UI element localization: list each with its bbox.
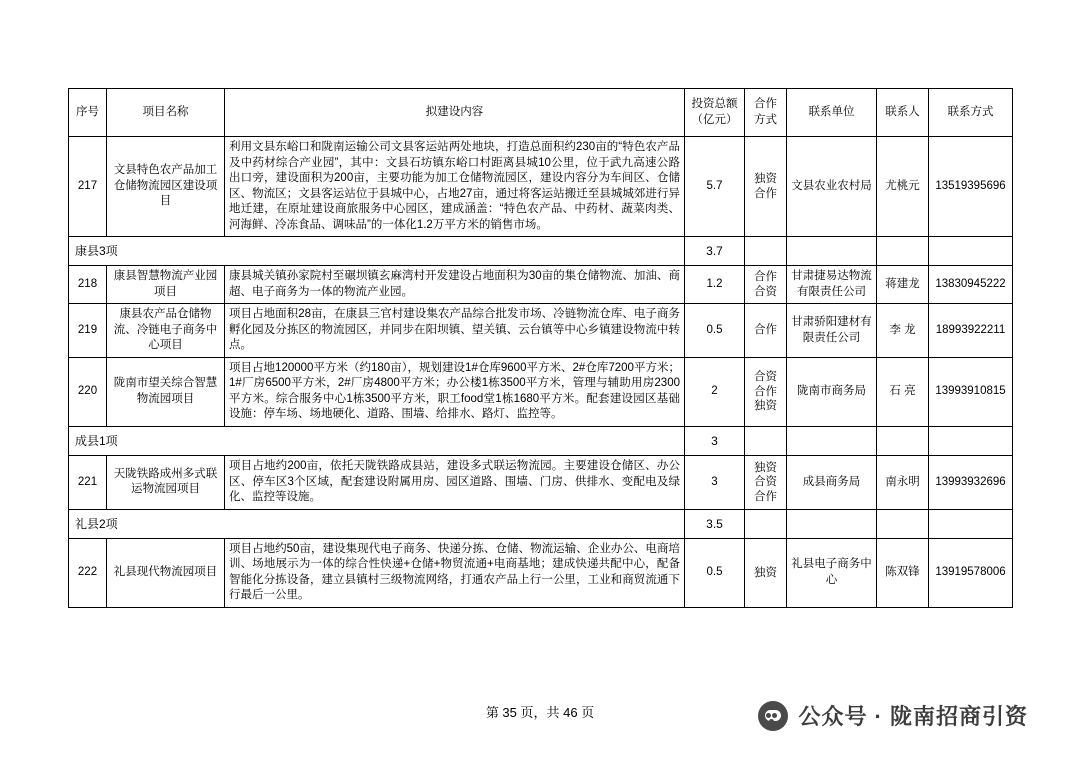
group-amount: 3.5 bbox=[685, 509, 745, 538]
cell-coop: 独资合资合作 bbox=[745, 456, 787, 510]
page-number: 第 35 页，共 46 页 bbox=[485, 705, 595, 720]
cell-unit: 礼县电子商务中心 bbox=[787, 538, 877, 607]
header-person: 联系人 bbox=[877, 89, 929, 137]
group-person bbox=[877, 509, 929, 538]
cell-coop: 独资 bbox=[745, 538, 787, 607]
cell-coop: 独资合作 bbox=[745, 137, 787, 237]
cell-seq: 219 bbox=[69, 304, 107, 358]
group-row bbox=[69, 509, 1013, 538]
cell-name: 陇南市望关综合智慧物流园项目 bbox=[107, 357, 225, 426]
watermark bbox=[758, 700, 1028, 731]
group-label: 康县3项 bbox=[69, 237, 685, 266]
group-phone bbox=[929, 509, 1013, 538]
group-phone bbox=[929, 426, 1013, 455]
cell-phone: 18993922211 bbox=[929, 304, 1013, 358]
header-name: 项目名称 bbox=[107, 89, 225, 137]
header-amount bbox=[685, 89, 745, 137]
cell-content: 利用文县东峪口和陇南运输公司文县客运站两处地块，打造总面积约230亩的“特色农产品及中药材综合产业园”，其中：文县石坊镇东峪口村距离县城10公里，位于武九高速公路出口旁，建设面积为200亩，主要功能为加工仓储物流园区，建设内容分为车间区、仓储区、物流区；文县客运站位于县城中心，占地27亩，通过将客运站搬迁至县城城郊进行异地迁建，在原址建设商旅服务中心园区，建成涵盖：“特色农产品、中药材、蔬菜肉类、河海鲜、冷冻食品、调味品”的一体化1.2万平方米的销售市场。 bbox=[225, 137, 685, 237]
table-row bbox=[69, 304, 1013, 358]
header-unit: 联系单位 bbox=[787, 89, 877, 137]
cell-content: 项目占地约200亩，依托天陇铁路成县站，建设多式联运物流园。主要建设仓储区、办公区、停车区3个区域，配套建设附属用房、园区道路、围墙、门房、供排水、变配电及绿化、监控等设施。 bbox=[225, 456, 685, 510]
group-phone bbox=[929, 237, 1013, 266]
cell-phone: 13830945222 bbox=[929, 266, 1013, 304]
group-coop bbox=[745, 509, 787, 538]
group-person bbox=[877, 237, 929, 266]
table-row bbox=[69, 137, 1013, 237]
cell-person: 陈双锋 bbox=[877, 538, 929, 607]
table-row bbox=[69, 456, 1013, 510]
cell-phone: 13919578006 bbox=[929, 538, 1013, 607]
cell-person: 蒋建龙 bbox=[877, 266, 929, 304]
project-table bbox=[68, 88, 1013, 608]
wechat-icon bbox=[758, 701, 788, 731]
cell-seq: 222 bbox=[69, 538, 107, 607]
group-unit bbox=[787, 426, 877, 455]
cell-seq: 218 bbox=[69, 266, 107, 304]
cell-content: 项目占地面积28亩，在康县三官村建设集农产品综合批发市场、冷链物流仓库、电子商务孵化园及分拣区的物流园区，并同步在阳坝镇、望关镇、云台镇等中心乡镇建设物流中转点。 bbox=[225, 304, 685, 358]
group-person bbox=[877, 426, 929, 455]
cell-amount: 2 bbox=[685, 357, 745, 426]
cell-coop: 合作 bbox=[745, 304, 787, 358]
cell-name: 康县农产品仓储物流、冷链电子商务中心项目 bbox=[107, 304, 225, 358]
header-coop-line2: 方式 bbox=[754, 113, 777, 126]
cell-amount: 3 bbox=[685, 456, 745, 510]
cell-coop: 合资合作独资 bbox=[745, 357, 787, 426]
cell-amount: 0.5 bbox=[685, 538, 745, 607]
watermark-text: 公众号 · 陇南招商引资 bbox=[798, 704, 1028, 729]
table-header-row bbox=[69, 89, 1013, 137]
cell-phone: 13993932696 bbox=[929, 456, 1013, 510]
table-body bbox=[69, 137, 1013, 608]
group-coop bbox=[745, 237, 787, 266]
group-coop bbox=[745, 426, 787, 455]
cell-person: 石 亮 bbox=[877, 357, 929, 426]
cell-amount: 0.5 bbox=[685, 304, 745, 358]
cell-amount: 1.2 bbox=[685, 266, 745, 304]
cell-name: 礼县现代物流园项目 bbox=[107, 538, 225, 607]
header-content: 拟建设内容 bbox=[225, 89, 685, 137]
header-phone: 联系方式 bbox=[929, 89, 1013, 137]
cell-unit: 甘肃骄阳建材有限责任公司 bbox=[787, 304, 877, 358]
cell-unit: 文县农业农村局 bbox=[787, 137, 877, 237]
header-coop bbox=[745, 89, 787, 137]
table-row bbox=[69, 357, 1013, 426]
group-label: 成县1项 bbox=[69, 426, 685, 455]
header-seq: 序号 bbox=[69, 89, 107, 137]
group-row bbox=[69, 426, 1013, 455]
cell-content: 项目占地约50亩，建设集现代电子商务、快递分拣、仓储、物流运输、企业办公、电商培训、场地展示为一体的综合性快递+仓储+物贸流通+电商基地；建成快递共配中心，配备智能化分拣设备，建立县镇村三级物流网络，打通农产品上行一公里，工业和商贸流通下行最后一公里。 bbox=[225, 538, 685, 607]
cell-content: 康县城关镇孙家院村至碾坝镇玄麻湾村开发建设占地面积为30亩的集仓储物流、加油、商超、电子商务为一体的物流产业园。 bbox=[225, 266, 685, 304]
cell-phone: 13993910815 bbox=[929, 357, 1013, 426]
cell-name: 天陇铁路成州多式联运物流园项目 bbox=[107, 456, 225, 510]
cell-amount: 5.7 bbox=[685, 137, 745, 237]
cell-seq: 217 bbox=[69, 137, 107, 237]
cell-content: 项目占地120000平方米（约180亩），规划建设1#仓库9600平方米、2#仓库7200平方米；1#厂房6500平方米，2#厂房4800平方米；办公楼1栋3500平方米，管理与辅助用房2300平方米。综合服务中心1栋3500平方米，职工food堂1栋1680平方米。配套建设园区基础设施：停车场、场地硬化、道路、围墙、给排水、路灯、监控等。 bbox=[225, 357, 685, 426]
cell-coop: 合作合资 bbox=[745, 266, 787, 304]
table-row bbox=[69, 266, 1013, 304]
group-amount: 3 bbox=[685, 426, 745, 455]
cell-person: 李 龙 bbox=[877, 304, 929, 358]
cell-unit: 甘肃捷易达物流有限责任公司 bbox=[787, 266, 877, 304]
header-amount-line2: （亿元） bbox=[691, 113, 738, 126]
group-label: 礼县2项 bbox=[69, 509, 685, 538]
group-unit bbox=[787, 509, 877, 538]
cell-seq: 221 bbox=[69, 456, 107, 510]
header-amount-line1: 投资总额 bbox=[691, 98, 738, 110]
table-row bbox=[69, 538, 1013, 607]
group-unit bbox=[787, 237, 877, 266]
cell-phone: 13519395696 bbox=[929, 137, 1013, 237]
cell-unit: 成县商务局 bbox=[787, 456, 877, 510]
cell-name: 文县特色农产品加工仓储物流园区建设项目 bbox=[107, 137, 225, 237]
document-page bbox=[68, 88, 1012, 608]
group-amount: 3.7 bbox=[685, 237, 745, 266]
header-coop-line1: 合作 bbox=[754, 98, 777, 110]
cell-seq: 220 bbox=[69, 357, 107, 426]
group-row bbox=[69, 237, 1013, 266]
cell-person: 南永明 bbox=[877, 456, 929, 510]
cell-person: 尤桃元 bbox=[877, 137, 929, 237]
cell-unit: 陇南市商务局 bbox=[787, 357, 877, 426]
cell-name: 康县智慧物流产业园项目 bbox=[107, 266, 225, 304]
